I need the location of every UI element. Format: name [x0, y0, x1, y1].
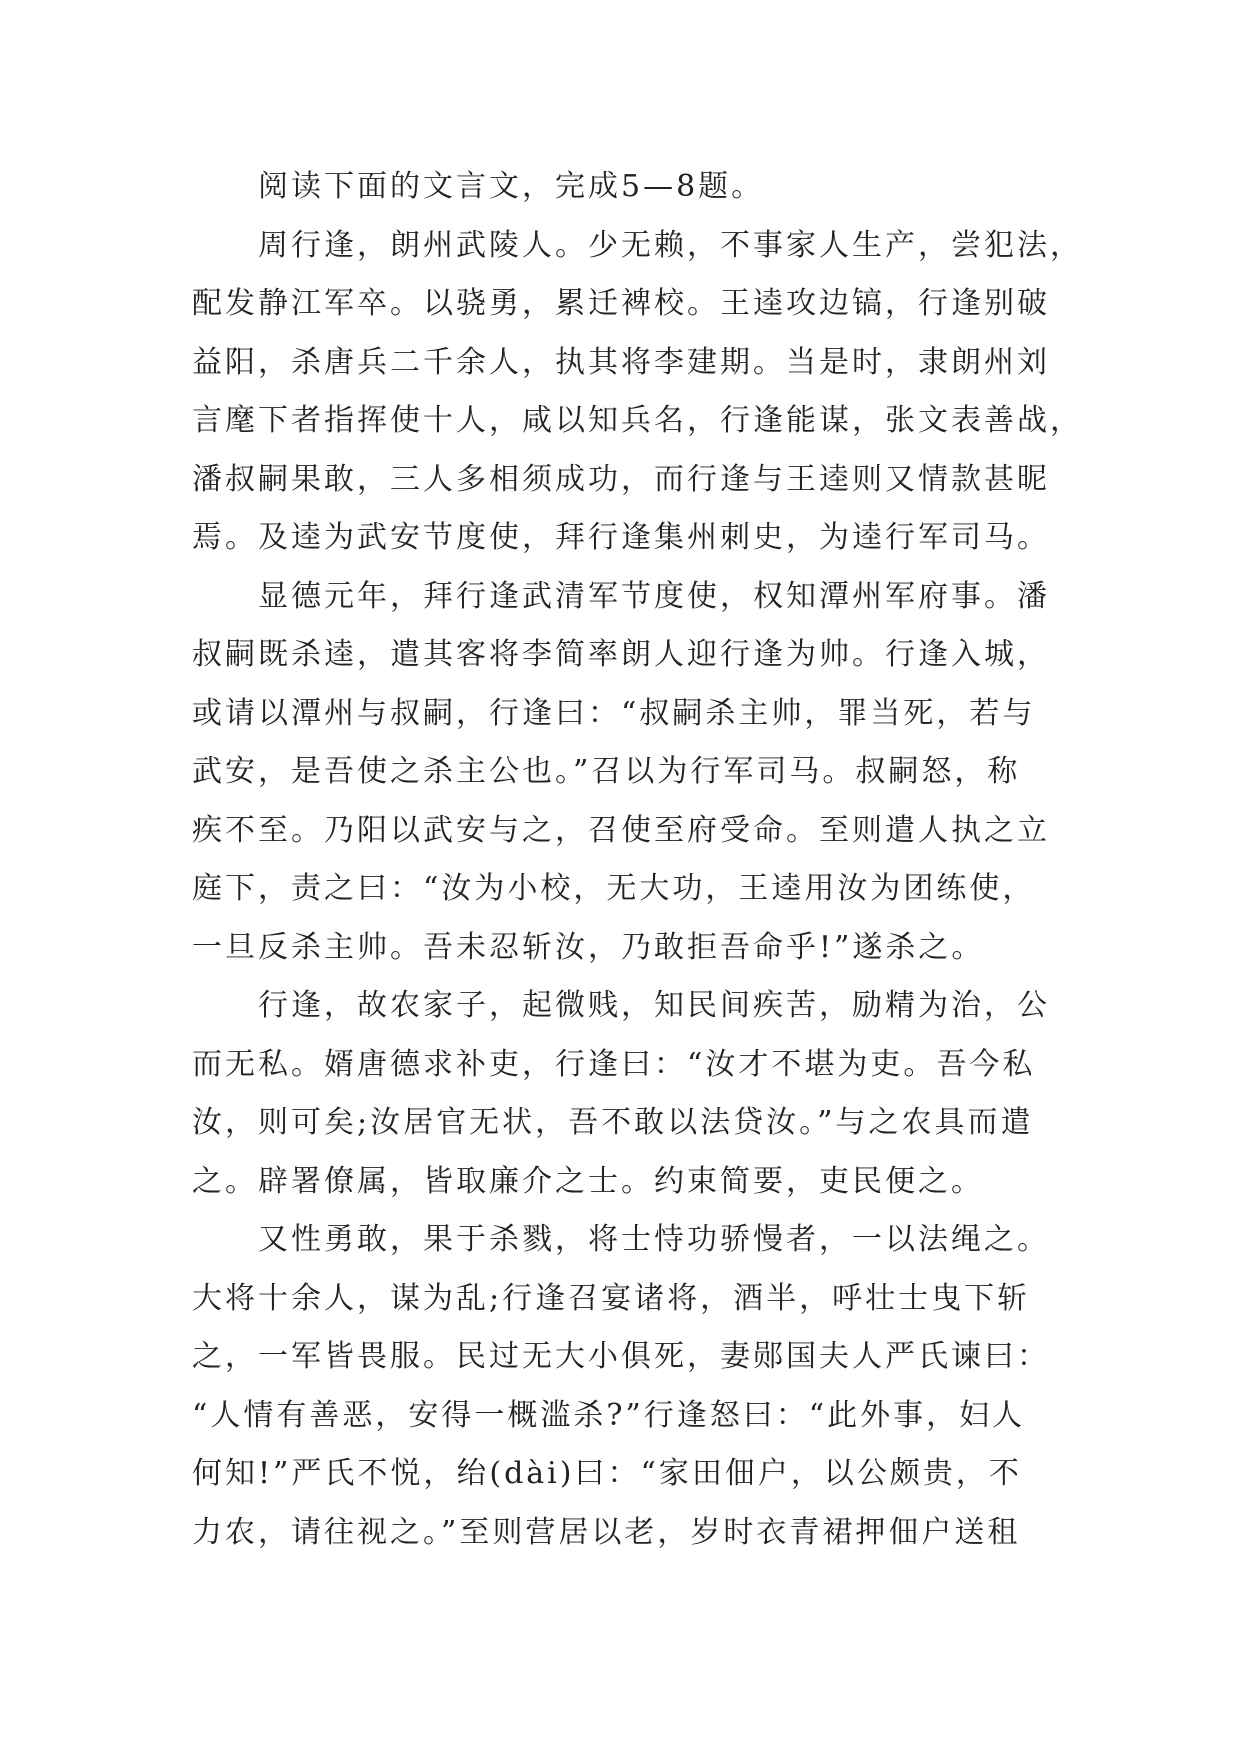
paragraph-3-line-3: 汝，则可矣;汝居官无状，吾不敢以法贷汝。”与之农具而遣	[192, 1105, 1034, 1140]
paragraph-2-line-2: 叔嗣既杀逵，遣其客将李简率朗人迎行逢为帅。行逢入城，	[192, 637, 1050, 672]
paragraph-2-line-7: 一旦反杀主帅。吾未忍斩汝，乃敢拒吾命乎!”遂杀之。	[192, 929, 985, 965]
paragraph-2-line-1: 显德元年，拜行逢武清军节度使，权知潭州军府事。潘	[258, 578, 1050, 614]
paragraph-2-line-6: 庭下，责之曰：“汝为小校，无大功，王逵用汝为团练使，	[192, 871, 1036, 906]
paragraph-1-line-6: 焉。及逵为武安节度使，拜行逢集州刺史，为逵行军司马。	[192, 520, 1050, 555]
paragraph-1-line-4: 言麾下者指挥使十人，咸以知兵名，行逢能谋，张文表善战，	[192, 403, 1083, 438]
classical-chinese-passage	[192, 158, 1083, 1562]
paragraph-4-line-3: 之，一军皆畏服。民过无大小俱死，妻郧国夫人严氏谏曰：	[192, 1339, 1050, 1374]
paragraph-2-line-3: 或请以潭州与叔嗣，行逢曰：“叔嗣杀主帅，罪当死，若与	[192, 695, 1036, 731]
paragraph-1-line-1: 周行逢，朗州武陵人。少无赖，不事家人生产，尝犯法，	[258, 227, 1083, 263]
paragraph-4-line-6: 力农，请往视之。”至则营居以老，岁时衣青裙押佃户送租	[192, 1514, 1021, 1550]
paragraph-4-line-5: 何知!”严氏不悦，绐(dài)曰：“家田佃户，以公颇贵，不	[192, 1456, 1022, 1491]
paragraph-4-line-1: 又性勇敢，果于杀戮，将士恃功骄慢者，一以法绳之。	[258, 1222, 1050, 1257]
paragraph-3-line-4: 之。辟署僚属，皆取廉介之士。约束简要，吏民便之。	[192, 1163, 984, 1199]
instruction-line: 阅读下面的文言文，完成5—8题。	[258, 169, 765, 204]
paragraph-3-line-1: 行逢，故农家子，起微贱，知民间疾苦，励精为治，公	[258, 988, 1050, 1023]
paragraph-1-line-2: 配发静江军卒。以骁勇，累迁裨校。王逵攻边镐，行逢别破	[192, 286, 1050, 321]
paragraph-4-line-4: “人情有善恶，安得一概滥杀?”行逢怒曰：“此外事，妇人	[192, 1397, 1026, 1433]
paragraph-2-line-5: 疾不至。乃阳以武安与之，召使至府受命。至则遣人执之立	[192, 812, 1050, 848]
paragraph-4-line-2: 大将十余人，谋为乱;行逢召宴诸将，酒半，呼壮士曳下斩	[192, 1280, 1031, 1316]
paragraph-1-line-5: 潘叔嗣果敢，三人多相须成功，而行逢与王逵则又情款甚昵	[192, 461, 1050, 497]
paragraph-3-line-2: 而无私。婿唐德求补吏，行逢曰：“汝才不堪为吏。吾今私	[192, 1046, 1036, 1082]
paragraph-2-line-4: 武安，是吾使之杀主公也。”召以为行军司马。叔嗣怒，称	[192, 754, 1021, 789]
paragraph-1-line-3: 益阳，杀唐兵二千余人，执其将李建期。当是时，隶朗州刘	[192, 344, 1050, 380]
